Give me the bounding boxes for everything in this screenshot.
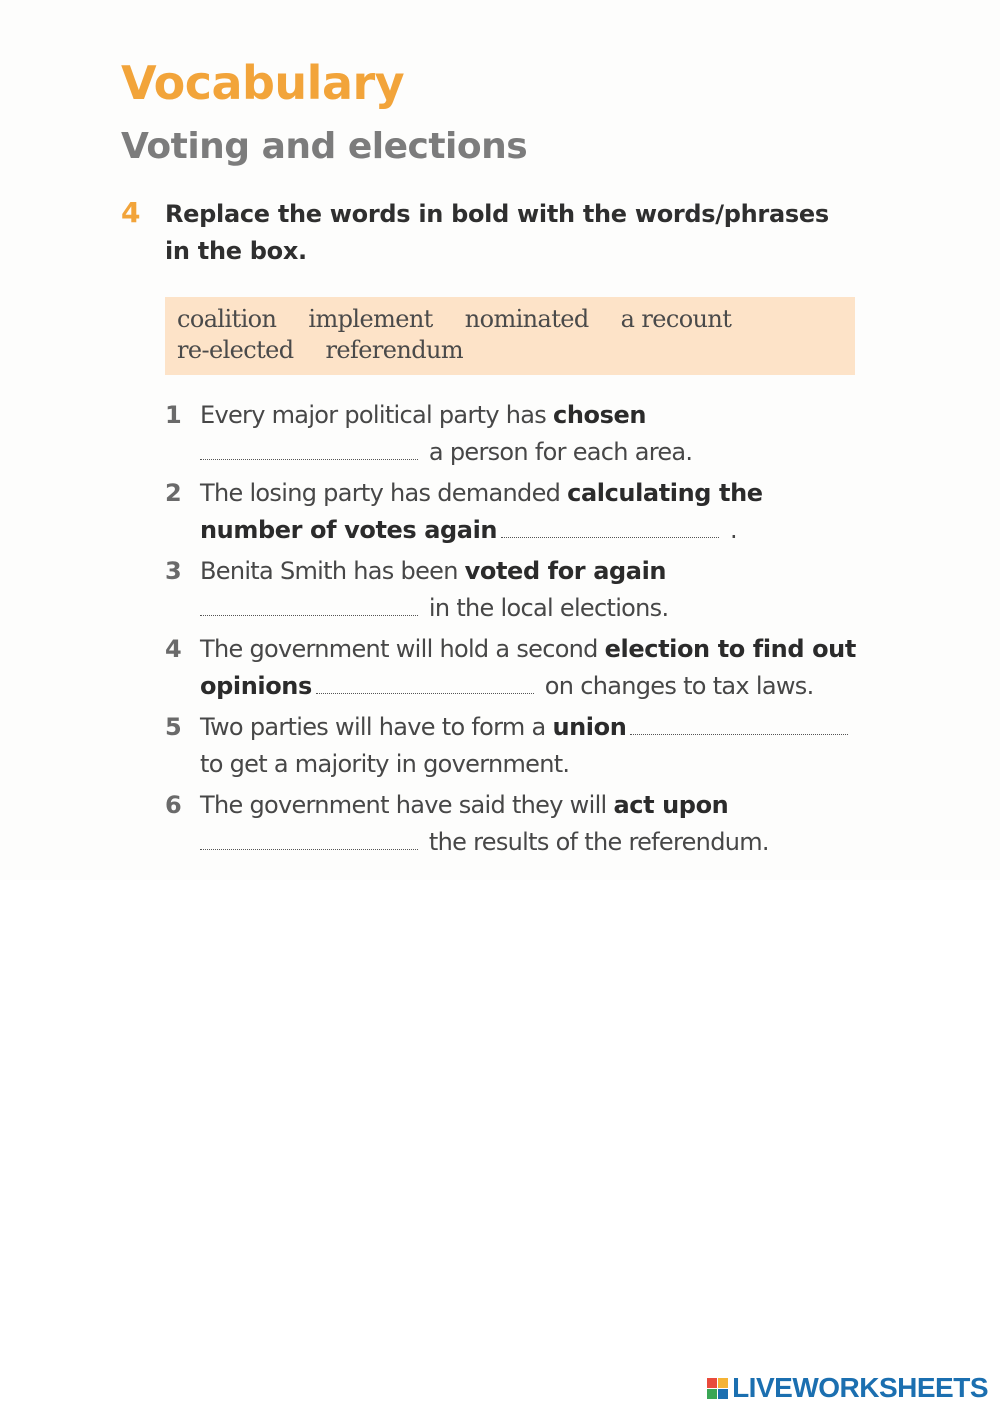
answer-blank[interactable]: [200, 445, 418, 460]
word-box-row: [177, 335, 843, 366]
word-option: coalition: [177, 305, 277, 333]
word-option: referendum: [325, 336, 464, 364]
item-text-before: The government will hold a second: [200, 635, 605, 663]
word-option: nominated: [464, 305, 589, 333]
item-number: 4: [165, 635, 181, 663]
item-text-after: in the local elections.: [422, 594, 669, 622]
item-text-after: on changes to tax laws.: [537, 672, 814, 700]
word-box: [165, 297, 855, 375]
exercise-item: [165, 397, 865, 471]
item-bold-phrase: chosen: [553, 401, 647, 429]
item-number: 3: [165, 557, 181, 585]
logo-square: [707, 1378, 717, 1388]
item-bold-phrase: voted for again: [464, 557, 667, 585]
item-text-before: The losing party has demanded: [200, 479, 568, 507]
page-subtitle: Voting and elections: [121, 126, 528, 167]
page-title: Vocabulary: [121, 56, 405, 110]
item-text-before: The government have said they will: [200, 791, 614, 819]
item-text-before: Every major political party has: [200, 401, 553, 429]
item-bold-phrase: act upon: [613, 791, 729, 819]
item-text-before: Two parties will have to form a: [200, 713, 553, 741]
item-bold-phrase: union: [552, 713, 627, 741]
item-bold-phrase: calculating the number of votes again: [200, 479, 763, 544]
item-text-after: a person for each area.: [422, 438, 693, 466]
item-number: 5: [165, 713, 181, 741]
exercise-item: [165, 475, 865, 549]
answer-blank[interactable]: [630, 720, 848, 735]
exercise-number: 4: [121, 196, 141, 229]
answer-blank[interactable]: [316, 679, 534, 694]
answer-blank[interactable]: [200, 601, 418, 616]
item-number: 1: [165, 401, 181, 429]
exercise-item: [165, 553, 865, 627]
liveworksheets-logo: [707, 1372, 988, 1404]
item-text-after: .: [723, 516, 737, 544]
logo-square: [718, 1389, 728, 1399]
logo-square: [707, 1389, 717, 1399]
item-text-after: to get a majority in government.: [200, 750, 570, 778]
answer-blank[interactable]: [501, 523, 719, 538]
exercise-items: [165, 397, 865, 865]
exercise-item: [165, 631, 865, 705]
exercise-instruction: Replace the words in bold with the words/phrases in the box.: [165, 200, 829, 265]
item-number: 6: [165, 791, 181, 819]
word-box-row: [177, 304, 843, 335]
item-text-before: Benita Smith has been: [200, 557, 465, 585]
exercise-item: [165, 709, 865, 783]
item-bold-phrase: election to find out opinions: [200, 635, 856, 700]
exercise-item: [165, 787, 865, 861]
liveworksheets-logo-icon: [707, 1378, 728, 1399]
item-number: 2: [165, 479, 181, 507]
word-option: a recount: [620, 305, 732, 333]
logo-square: [718, 1378, 728, 1388]
item-text-after: the results of the referendum.: [422, 828, 769, 856]
word-option: implement: [308, 305, 433, 333]
word-option: re-elected: [177, 336, 294, 364]
logo-text: LIVEWORKSHEETS: [732, 1372, 988, 1403]
answer-blank[interactable]: [200, 835, 418, 850]
